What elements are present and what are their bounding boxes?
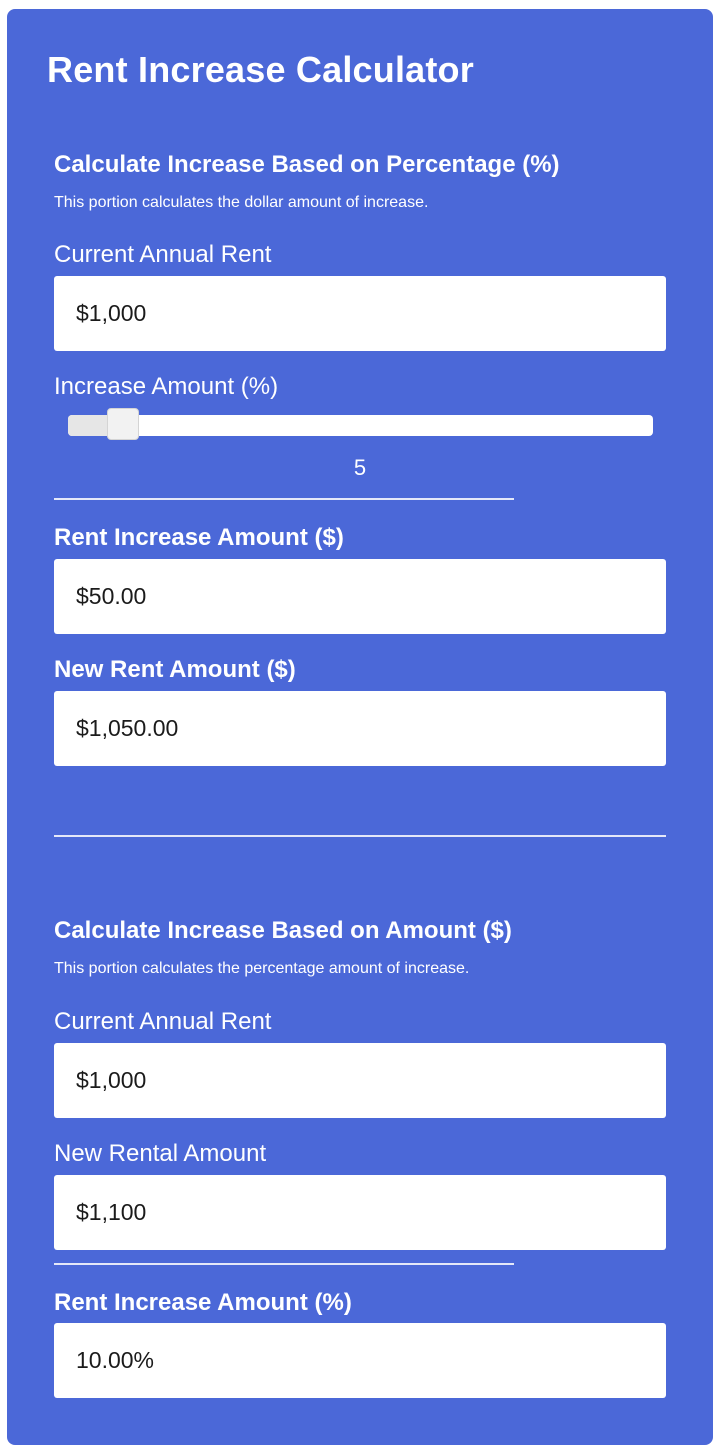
current-annual-rent-label: Current Annual Rent: [54, 241, 272, 268]
new-rent-amount-label: New Rent Amount ($): [54, 656, 296, 683]
new-rental-amount-input[interactable]: $1,100: [54, 1175, 666, 1250]
increase-slider-track[interactable]: [68, 415, 653, 436]
new-rental-amount-label: New Rental Amount: [54, 1140, 267, 1167]
rent-increase-amount-field[interactable]: $50.00: [54, 559, 666, 634]
rent-increase-percent-field[interactable]: 10.00%: [54, 1323, 666, 1398]
divider-2: [54, 1263, 514, 1265]
divider: [54, 498, 514, 500]
calculator-title: Rent Increase Calculator: [47, 49, 474, 90]
rent-increase-amount-label: Rent Increase Amount ($): [54, 524, 344, 551]
amount-section-heading: Calculate Increase Based on Amount ($): [54, 917, 512, 944]
percentage-section-heading: Calculate Increase Based on Percentage (%): [54, 151, 560, 178]
new-rent-amount-field[interactable]: $1,050.00: [54, 691, 666, 766]
current-annual-rent-input-2[interactable]: $1,000: [54, 1043, 666, 1118]
increase-slider-value: 5: [353, 455, 367, 480]
current-annual-rent-input[interactable]: $1,000: [54, 276, 666, 351]
section-divider: [54, 835, 666, 837]
percentage-section-description: This portion calculates the dollar amount of increase.: [54, 194, 429, 211]
increase-slider-thumb[interactable]: [107, 408, 139, 440]
amount-section-description: This portion calculates the percentage amount of increase.: [54, 960, 470, 977]
increase-amount-label: Increase Amount (%): [54, 373, 279, 400]
rent-increase-percent-label: Rent Increase Amount (%): [54, 1289, 352, 1316]
current-annual-rent-label-2: Current Annual Rent: [54, 1008, 272, 1035]
